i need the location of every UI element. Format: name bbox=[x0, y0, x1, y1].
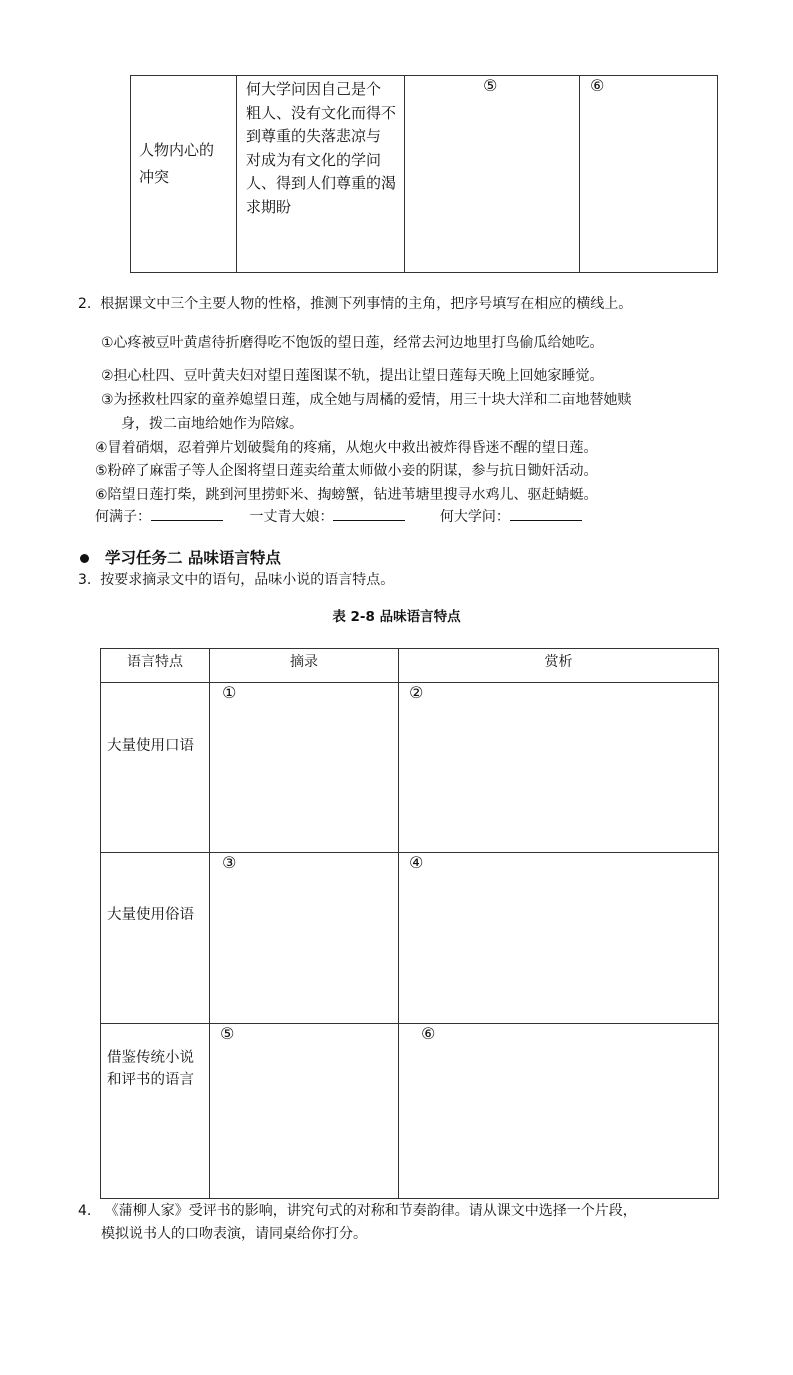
q3-number: 3. bbox=[78, 572, 92, 588]
q2-answer-line bbox=[95, 506, 582, 528]
analysis-cell-6[interactable] bbox=[399, 1024, 719, 1199]
circled-number-1: ① bbox=[222, 683, 237, 702]
q4-text: 《蒲柳人家》受评书的影响，讲究句式的对称和节奏韵律。请从课文中选择一个片段， bbox=[104, 1203, 637, 1219]
feature-label-line: 借鉴传统小说 bbox=[107, 1050, 194, 1066]
answer-cell-6[interactable] bbox=[580, 76, 718, 273]
blank-label-yizhangqing: 一丈青大娘： bbox=[249, 509, 334, 525]
q4-line-1 bbox=[78, 1200, 637, 1222]
q2-item: ③为拯救杜四家的童养媳望日莲，成全她与周橘的爱情，用三十块大洋和二亩地替她赎 bbox=[101, 392, 632, 408]
feature-label bbox=[101, 1024, 209, 1091]
q2-item: ①心疼被豆叶黄虐待折磨得吃不饱饭的望日莲，经常去河边地里打鸟偷瓜给她吃。 bbox=[101, 335, 604, 351]
task2-heading-text: 学习任务二 品味语言特点 bbox=[105, 549, 281, 567]
analysis-cell-4[interactable] bbox=[399, 853, 719, 1024]
table-row bbox=[101, 853, 719, 1024]
row-label-cell bbox=[131, 76, 237, 273]
table-row bbox=[101, 1024, 719, 1199]
feature-label-cell bbox=[101, 683, 210, 853]
circled-number-5: ⑤ bbox=[220, 1024, 235, 1043]
q2-item: ⑥陪望日莲打柴，跳到河里捞虾米、掏螃蟹，钻进苇塘里搜寻水鸡儿、驱赶蜻蜓。 bbox=[95, 487, 598, 503]
answer-cell-5[interactable] bbox=[405, 76, 580, 273]
table-header-row bbox=[101, 649, 719, 683]
answer-blank-he-manzi[interactable] bbox=[151, 506, 223, 521]
conflict-table bbox=[130, 75, 718, 273]
task2-heading bbox=[80, 547, 281, 569]
excerpt-cell-1[interactable] bbox=[210, 683, 399, 853]
feature-label-cell bbox=[101, 853, 210, 1024]
feature-label-cell bbox=[101, 1024, 210, 1199]
q3-prompt-line bbox=[78, 569, 394, 591]
circled-number-6: ⑥ bbox=[590, 76, 605, 95]
table-caption: 表 2-8 品味语言特点 bbox=[332, 609, 461, 625]
table-row bbox=[101, 683, 719, 853]
language-features-table bbox=[100, 648, 719, 1199]
answer-blank-yizhangqing[interactable] bbox=[333, 506, 405, 521]
q4-line-2: 模拟说书人的口吻表演，请同桌给你打分。 bbox=[101, 1226, 367, 1242]
q2-prompt: 根据课文中三个主要人物的性格，推测下列事情的主角，把序号填写在相应的横线上。 bbox=[100, 296, 633, 312]
text-line: 何大学问因自己是个 bbox=[246, 80, 382, 98]
feature-label: 大量使用俗语 bbox=[107, 907, 194, 923]
header-cell: 语言特点 bbox=[101, 649, 210, 683]
circled-number-3: ③ bbox=[222, 853, 237, 872]
text-line: 到尊重的失落悲凉与 bbox=[246, 127, 382, 145]
text-line: 人、得到人们尊重的渴 bbox=[246, 174, 397, 192]
q2-number: 2. bbox=[78, 296, 92, 312]
excerpt-cell-3[interactable] bbox=[210, 853, 399, 1024]
q2-prompt-line bbox=[78, 293, 632, 315]
q3-prompt: 按要求摘录文中的语句，品味小说的语言特点。 bbox=[100, 572, 395, 588]
conflict-text-cell bbox=[237, 76, 405, 273]
text-line: 对成为有文化的学问 bbox=[246, 150, 382, 169]
text-line: 粗人、没有文化而得不 bbox=[246, 103, 397, 122]
q2-item: ②担心杜四、豆叶黄夫妇对望日莲图谋不轨，提出让望日莲每天晚上回她家睡觉。 bbox=[101, 368, 604, 384]
feature-label-line: 和评书的语言 bbox=[107, 1072, 194, 1088]
row-label-line: 冲突 bbox=[139, 168, 170, 186]
q4-number: 4. bbox=[78, 1203, 92, 1219]
blank-label-he-daxuewen: 何大学问： bbox=[439, 509, 510, 525]
row-label-line: 人物内心的 bbox=[139, 141, 215, 159]
text-line: 求期盼 bbox=[246, 197, 292, 216]
excerpt-cell-5[interactable] bbox=[210, 1024, 399, 1199]
bullet-icon bbox=[80, 554, 89, 563]
circled-number-5: ⑤ bbox=[483, 76, 498, 95]
circled-number-2: ② bbox=[409, 683, 424, 702]
q2-item: ④冒着硝烟，忍着弹片划破鬓角的疼痛，从炮火中救出被炸得昏迷不醒的望日莲。 bbox=[95, 440, 598, 456]
feature-label: 大量使用口语 bbox=[107, 738, 194, 754]
circled-number-6: ⑥ bbox=[421, 1024, 436, 1043]
q2-item-continued: 身，拨二亩地给她作为陪嫁。 bbox=[121, 416, 303, 432]
answer-blank-he-daxuewen[interactable] bbox=[510, 506, 582, 521]
header-cell: 摘录 bbox=[210, 649, 399, 683]
blank-label-he-manzi: 何满子： bbox=[95, 509, 151, 525]
q2-item: ⑤粉碎了麻雷子等人企图将望日莲卖给董太师做小妾的阴谋，参与抗日锄奸活动。 bbox=[95, 463, 598, 479]
header-cell: 赏析 bbox=[399, 649, 719, 683]
circled-number-4: ④ bbox=[409, 853, 424, 872]
analysis-cell-2[interactable] bbox=[399, 683, 719, 853]
